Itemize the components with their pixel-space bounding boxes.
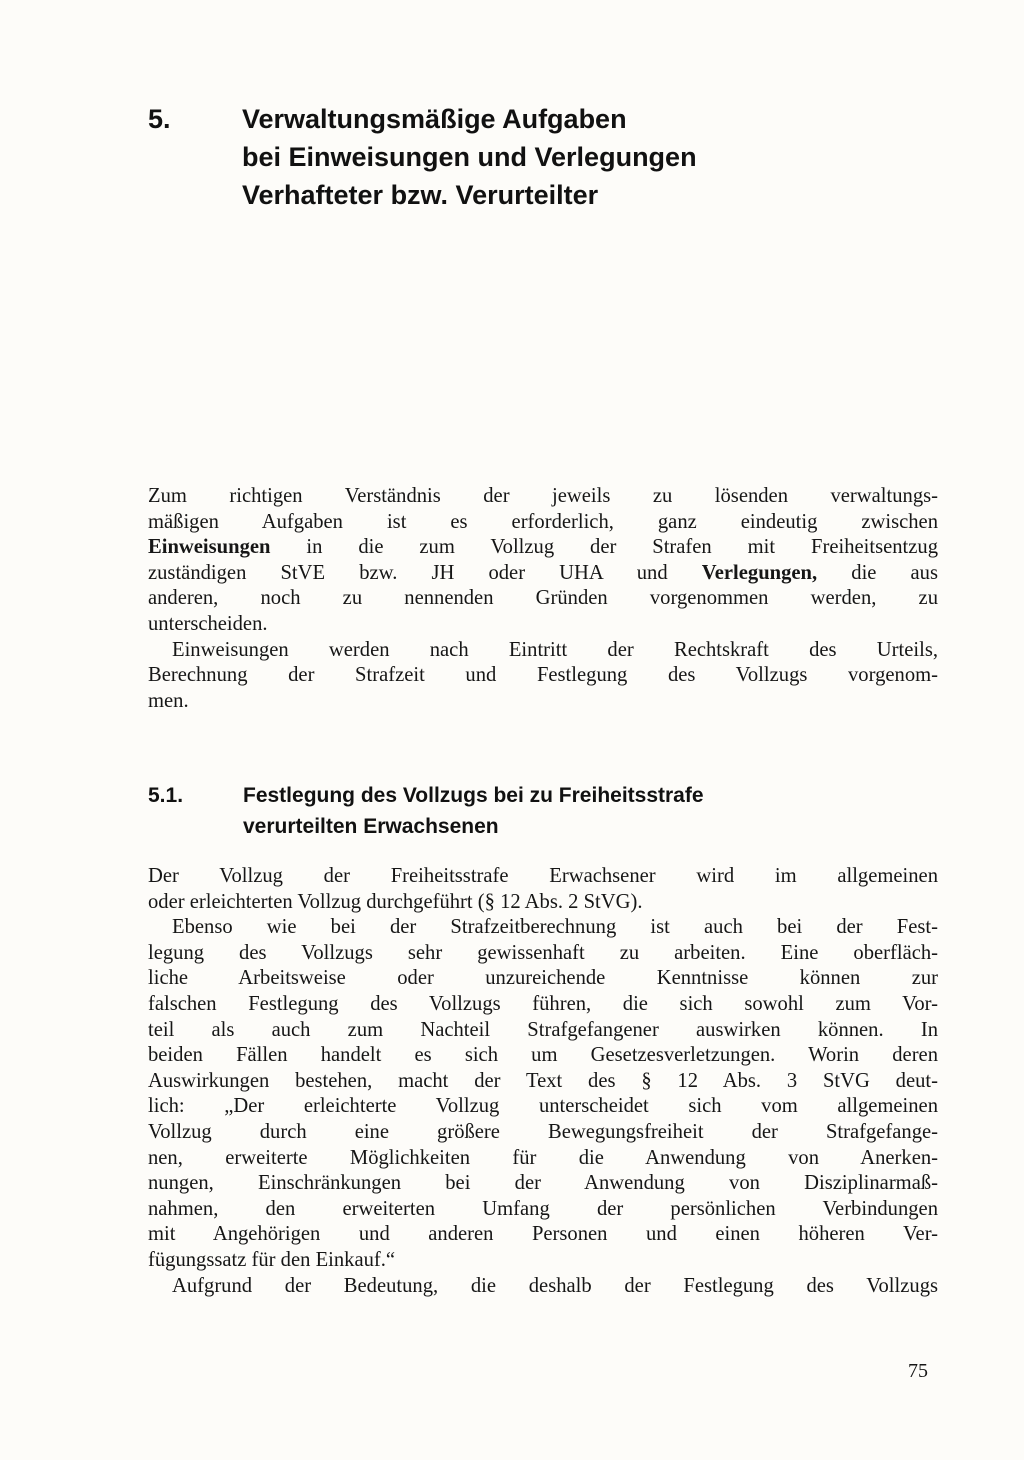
text-line: falschen Festlegung des Vollzugs führen, die sich sowohl zum Vor- (148, 992, 938, 1015)
chapter-title-line: bei Einweisungen und Verlegungen (242, 142, 697, 172)
text-line: nahmen, den erweiterten Umfang der persönlichen Verbindungen (148, 1197, 938, 1220)
text-line: nen, erweiterte Möglichkeiten für die Anwendung von Anerken- (148, 1146, 938, 1169)
text-line: Vollzug durch eine größere Bewegungsfreiheit der Strafgefange- (148, 1120, 938, 1143)
text-line: lich: „Der erleichterte Vollzug unterscheidet sich vom allgemeinen (148, 1095, 938, 1118)
text-line: Aufgrund der Bedeutung, die deshalb der Festlegung des Vollzugs (172, 1274, 938, 1297)
text-line: legung des Vollzugs sehr gewissenhaft zu arbeiten. Eine oberfläch- (148, 941, 938, 964)
text-line: Ebenso wie bei der Strafzeitberechnung ist auch bei der Fest- (172, 916, 938, 939)
text-line: nungen, Einschränkungen bei der Anwendung von Disziplinarmaß- (148, 1172, 938, 1195)
section-title (243, 780, 704, 842)
term-verlegungen: Verlegungen, (701, 561, 818, 584)
text-line: Einweisungen werden nach Eintritt der Rechtskraft des Urteils, (172, 638, 938, 661)
section-number: 5.1. (148, 784, 184, 807)
chapter-title-line: Verwaltungsmäßige Aufgaben (242, 104, 627, 134)
body-paragraph (148, 864, 938, 1299)
text-line: mit Angehörigen und anderen Personen und einen höheren Ver- (148, 1223, 938, 1246)
text-line: men. (148, 689, 189, 712)
text-line (148, 535, 938, 561)
text-line: oder erleichterten Vollzug durchgeführt (§ 12 Abs. 2 StVG). (148, 890, 643, 913)
text-fragment: zuständigen StVE bzw. JH oder UHA und (148, 561, 702, 584)
text-line: Auswirkungen bestehen, macht der Text des § 12 Abs. 3 StVG deut- (148, 1069, 938, 1092)
section-title-line: Festlegung des Vollzugs bei zu Freiheitsstrafe (243, 784, 704, 807)
text-line: fügungssatz für den Einkauf.“ (148, 1248, 396, 1271)
term-einweisungen: Einweisungen (148, 536, 271, 559)
text-line: anderen, noch zu nennenden Gründen vorgenommen werden, zu (148, 587, 938, 610)
text-line (148, 561, 938, 587)
page-number: 75 (908, 1360, 928, 1382)
chapter-title-line: Verhafteter bzw. Verurteilter (242, 180, 599, 210)
text-line: liche Arbeitsweise oder unzureichende Kenntnisse können zur (148, 967, 938, 990)
chapter-number: 5. (148, 104, 171, 134)
text-line: mäßigen Aufgaben ist es erforderlich, ganz eindeutig zwischen (148, 510, 938, 533)
text-line: Der Vollzug der Freiheitsstrafe Erwachsener wird im allgemeinen (148, 865, 938, 887)
text-line: Berechnung der Strafzeit und Festlegung des Vollzugs vorgenom- (148, 664, 938, 687)
text-line: beiden Fällen handelt es sich um Gesetzesverletzungen. Worin deren (148, 1044, 938, 1067)
chapter-title (242, 100, 697, 214)
text-line: teil als auch zum Nachteil Strafgefangener auswirken können. In (148, 1018, 938, 1041)
intro-paragraph (148, 484, 938, 714)
text-line: Zum richtigen Verständnis der jeweils zu lösenden verwaltungs- (148, 485, 938, 507)
text-fragment: in die zum Vollzug der Strafen mit Freiheitsentzug (270, 536, 938, 559)
text-line: unterscheiden. (148, 612, 268, 635)
section-title-line: verurteilten Erwachsenen (243, 815, 499, 838)
text-fragment: die aus (817, 561, 938, 584)
